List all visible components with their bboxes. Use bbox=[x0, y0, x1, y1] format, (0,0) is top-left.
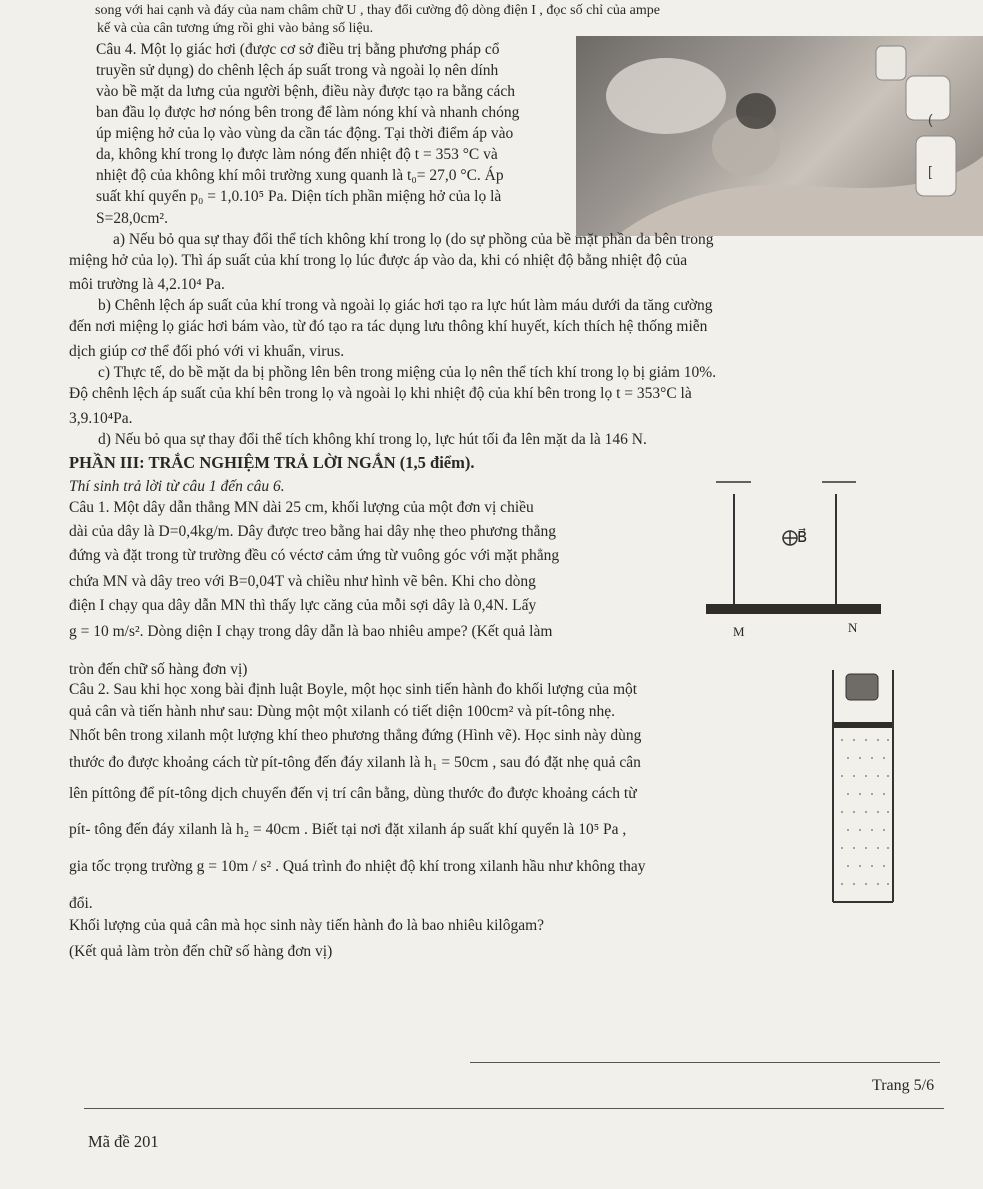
exam-code: Mã đề 201 bbox=[88, 1132, 159, 1151]
q1-line-2: dài của dây là D=0,4kg/m. Dây được treo bằng hai dây nhẹ theo phương thẳng bbox=[69, 523, 557, 540]
svg-text:[: [ bbox=[928, 163, 932, 179]
q4-a-line-1: a) Nếu bỏ qua sự thay đổi thể tích không khí trong lọ (do sự phồng của bề mặt phần da bên trong bbox=[113, 231, 714, 248]
q1-line-7: tròn đến chữ số hàng đơn vị) bbox=[69, 661, 248, 678]
q2-line-6: pít- tông đến đáy xilanh là h₂ = 40cm . Biết tại nơi đặt xilanh áp suất khí quyển là 10⁵ Pa , bbox=[69, 821, 627, 838]
q4-a-line-3: môi trường là 4,2.10⁴ Pa. bbox=[69, 276, 225, 293]
q1-line-6: g = 10 m/s². Dòng diện I chạy trong dây dẫn là bao nhiêu ampe? (Kết quả làm bbox=[69, 623, 553, 640]
part3-instructions: Thí sinh trả lời từ câu 1 đến câu 6. bbox=[69, 478, 285, 495]
point-m-label: M bbox=[733, 624, 745, 639]
q2-line-3: Nhốt bên trong xilanh một lượng khí theo phương thẳng đứng (Hình vẽ). Học sinh này dùng bbox=[69, 727, 642, 744]
q4-d-line-1: d) Nếu bỏ qua sự thay đổi thể tích không khí trong lọ, lực hút tối đa lên mặt da là 146 N. bbox=[98, 431, 647, 448]
q4-b-line-3: dịch giúp cơ thể đối phó với vi khuẩn, virus. bbox=[69, 343, 345, 360]
q4-c-line-1: c) Thực tế, do bề mặt da bị phồng lên bên trong miệng của lọ nên thể tích khí trong lọ bị giảm 10%. bbox=[98, 364, 717, 381]
magnetic-wire-figure bbox=[706, 478, 883, 638]
q2-line-10: (Kết quả làm tròn đến chữ số hàng đơn vị) bbox=[69, 943, 333, 960]
q4-b-line-1: b) Chênh lệch áp suất của khí trong và ngoài lọ giác hơi tạo ra lực hút làm máu dưới da tăng cường bbox=[98, 297, 713, 314]
q4-b-line-2: đến nơi miệng lọ giác hơi bám vào, từ đó tạo ra tác dụng lưu thông khí huyết, kích thích hệ thống miễn bbox=[69, 318, 708, 335]
q4-line-6: da, không khí trong lọ được làm nóng đến nhiệt độ t = 353 °C và bbox=[96, 146, 498, 163]
q4-c-line-2: Độ chênh lệch áp suất của khí bên trong lọ và ngoài lọ khi nhiệt độ của khí bên trong lọ t = 353°C là bbox=[69, 385, 692, 402]
q4-line-1: Câu 4. Một lọ giác hơi (được cơ sở điều trị bằng phương pháp cổ bbox=[96, 41, 500, 58]
q4-line-3: vào bề mặt da lưng của người bệnh, điều này được tạo ra bằng cách bbox=[96, 83, 516, 100]
page-number: Trang 5/6 bbox=[872, 1077, 935, 1094]
q4-a-line-2: miệng hở của lọ). Thì áp suất của khí trong lọ lúc được áp vào da, khi có nhiệt độ bằng nhiệt độ của bbox=[69, 252, 688, 269]
intro-line-1: song với hai cạnh và đáy của nam châm chữ U , thay đổi cường độ dòng điện I , đọc số chỉ của ampe bbox=[95, 3, 660, 18]
q4-line-8: suất khí quyển p₀ = 1,0.10⁵ Pa. Diện tích phần miệng hở của lọ là bbox=[96, 188, 502, 205]
q1-line-4: chứa MN và dây treo với B=0,04T và chiều như hình vẽ bên. Khi cho dòng bbox=[69, 573, 536, 590]
q4-c-line-3: 3,9.10⁴Pa. bbox=[69, 410, 133, 427]
q1-line-1: Câu 1. Một dây dẫn thẳng MN dài 25 cm, khối lượng của một đơn vị chiều bbox=[69, 499, 534, 516]
q2-line-1: Câu 2. Sau khi học xong bài định luật Boyle, một học sinh tiến hành đo khối lượng của một bbox=[69, 681, 638, 698]
point-n-label: N bbox=[848, 620, 858, 635]
part3-heading: PHẦN III: TRẮC NGHIỆM TRẢ LỜI NGẮN (1,5 điểm). bbox=[69, 453, 475, 472]
cupping-photo bbox=[576, 36, 983, 236]
field-vector-label: B⃗ bbox=[797, 530, 808, 546]
footer-rule-bottom bbox=[84, 1108, 944, 1109]
q2-line-5: lên píttông để pít-tông dịch chuyển đến vị trí cân bằng, dùng thước đo được khoảng cách từ bbox=[69, 785, 637, 802]
wire-diagram bbox=[706, 478, 883, 638]
q4-line-2: truyền sử dụng) do chênh lệch áp suất trong và ngoài lọ nên dính bbox=[96, 62, 499, 79]
svg-text:(: ( bbox=[928, 111, 933, 127]
q4-line-9: S=28,0cm². bbox=[96, 210, 168, 227]
cylinder-diagram bbox=[830, 670, 896, 906]
q2-line-9: Khối lượng của quả cân mà học sinh này tiến hành đo là bao nhiêu kilôgam? bbox=[69, 917, 545, 934]
q4-line-7: nhiệt độ của không khí môi trường xung quanh là t₀= 27,0 °C. Áp bbox=[96, 167, 504, 184]
footer-rule-top bbox=[470, 1062, 940, 1063]
q4-line-5: úp miệng hở của lọ vào vùng da cần tác động. Tại thời điểm áp vào bbox=[96, 125, 514, 142]
cylinder-figure bbox=[830, 670, 896, 906]
q2-line-2: quả cân và tiến hành như sau: Dùng một một xilanh có tiết diện 100cm² và pít-tông nhẹ. bbox=[69, 703, 615, 720]
cupping-illustration bbox=[576, 36, 983, 236]
q4-line-4: ban đầu lọ được hơ nóng bên trong để làm nóng khí và nhanh chóng bbox=[96, 104, 520, 121]
q1-line-3: đứng và đặt trong từ trường đều có véctơ cảm ứng từ vuông góc với mặt phẳng bbox=[69, 547, 560, 564]
q1-line-5: điện I chạy qua dây dẫn MN thì thấy lực căng của mỗi sợi dây là 0,4N. Lấy bbox=[69, 597, 537, 614]
q2-line-8: đổi. bbox=[69, 895, 93, 912]
q2-line-7: gia tốc trọng trường g = 10m / s² . Quá trình đo nhiệt độ khí trong xilanh hầu như không thay bbox=[69, 858, 646, 875]
q2-line-4: thước đo được khoảng cách từ pít-tông đến đáy xilanh là h₁ = 50cm , sau đó đặt nhẹ quả cân bbox=[69, 754, 641, 771]
intro-line-2: kế và của cân tương ứng rồi ghi vào bảng số liệu. bbox=[97, 21, 374, 36]
